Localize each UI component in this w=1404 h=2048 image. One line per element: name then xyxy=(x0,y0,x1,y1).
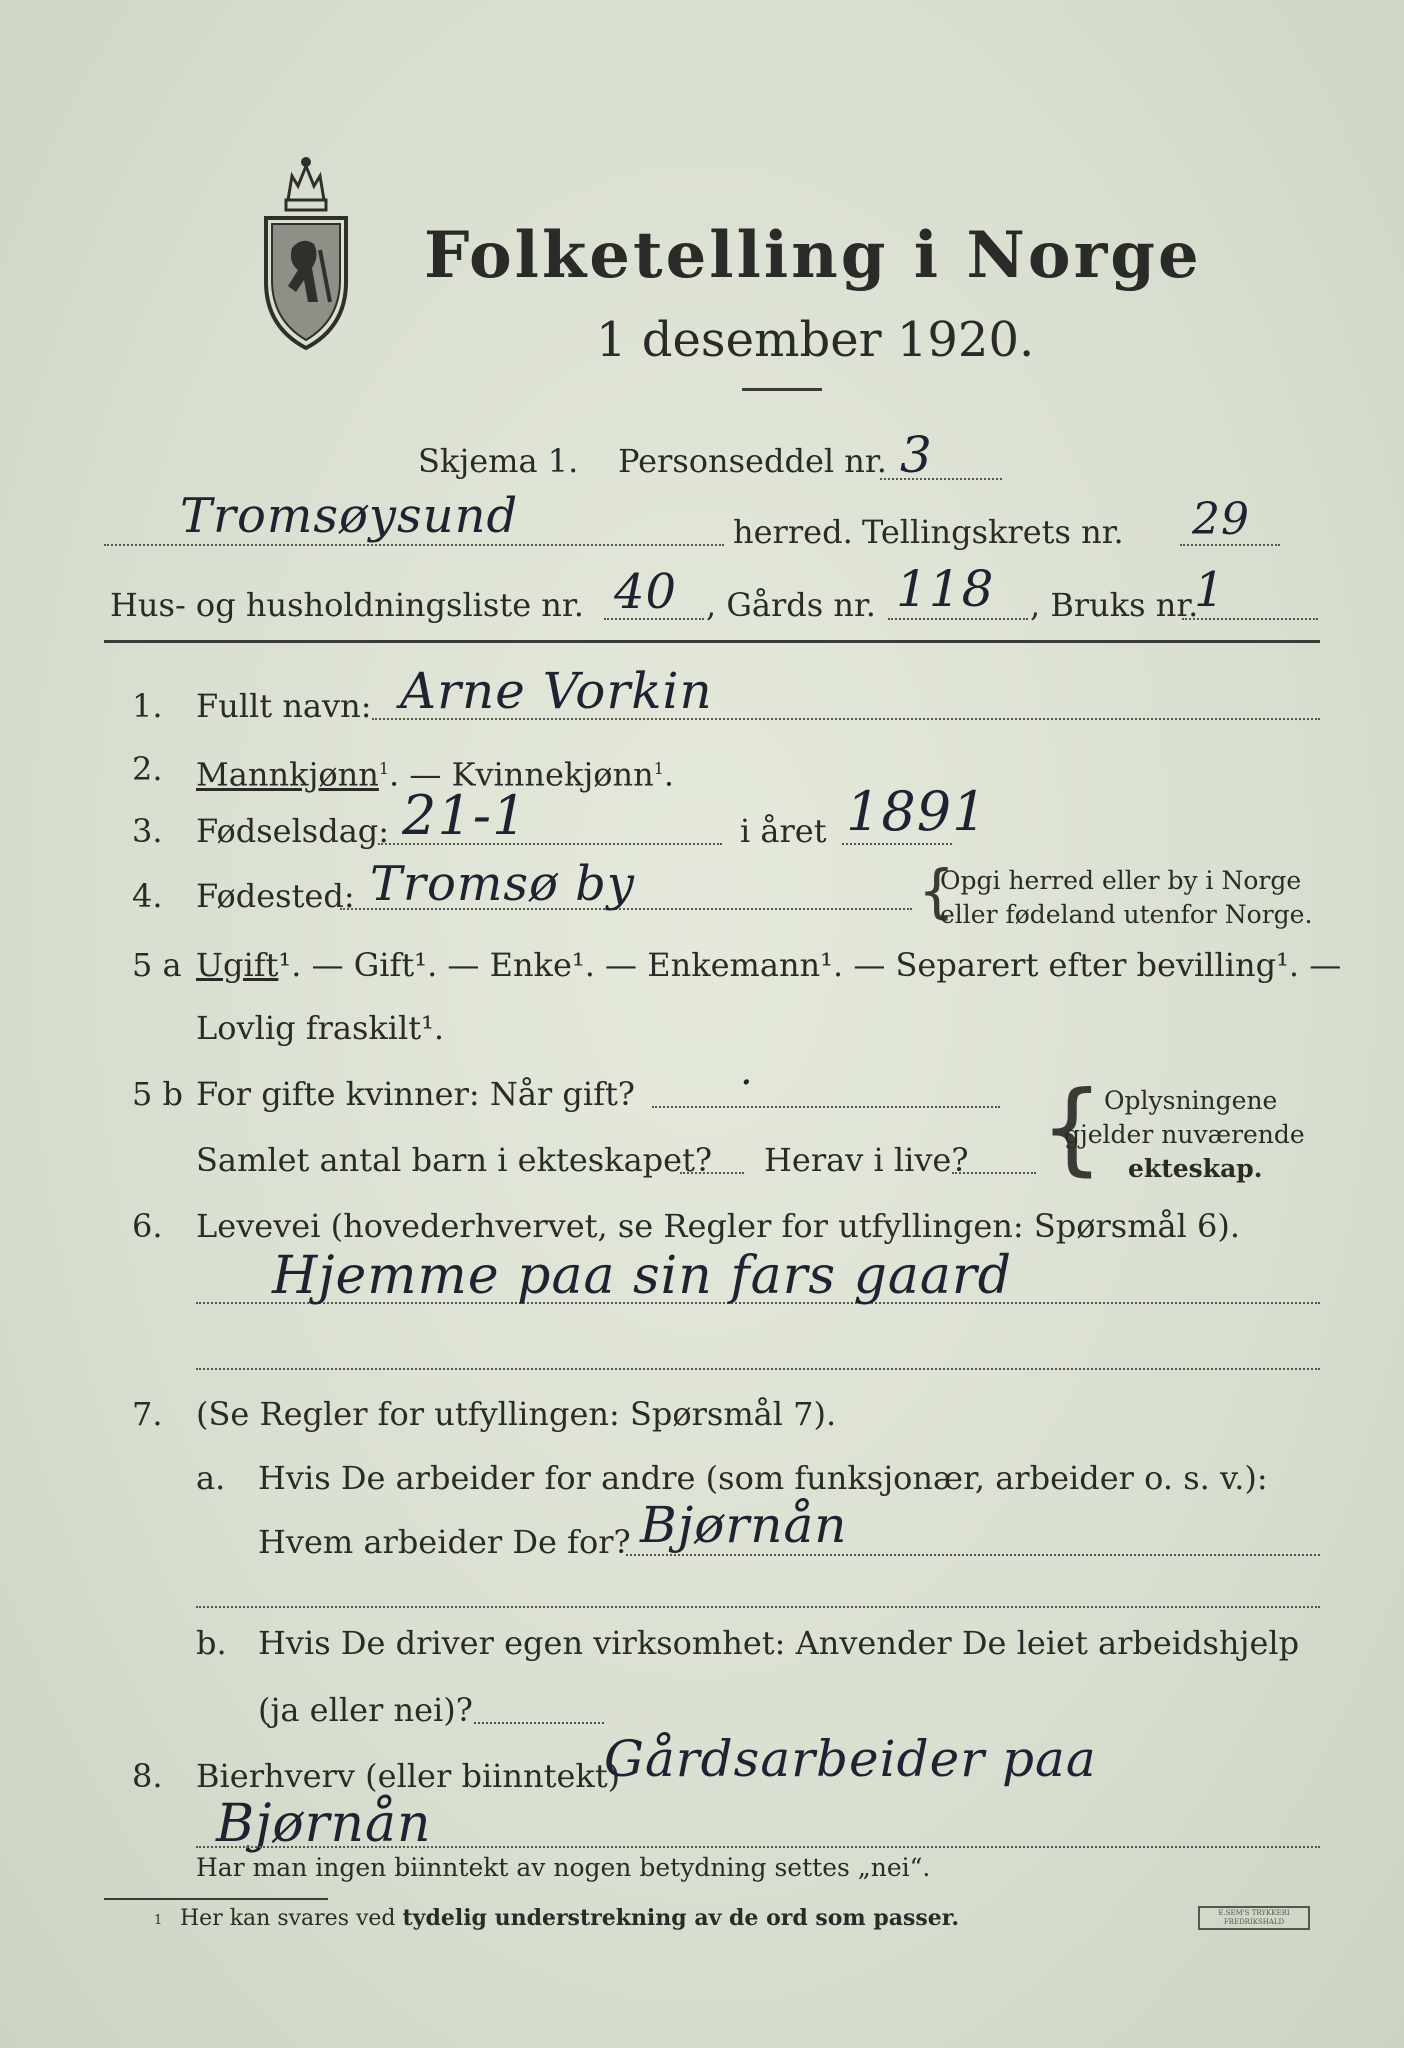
q5a-marital-options xyxy=(196,945,1341,985)
q4-label: Fødested: xyxy=(196,877,355,915)
q6-label: Levevei (hovederhvervet, se Regler for utfyllingen: Spørsmål 6). xyxy=(196,1207,1241,1245)
q5b-note-line3: ekteskap. xyxy=(1128,1154,1263,1183)
q5b-note-line1: Oplysningene xyxy=(1104,1086,1278,1115)
q4-note-line1: Opgi herred eller by i Norge xyxy=(940,866,1302,895)
q1-number: 1. xyxy=(132,687,163,725)
footnote-text xyxy=(180,1903,959,1934)
q4-note-brace: { xyxy=(918,857,955,925)
personseddel-label: Personseddel nr. xyxy=(618,442,887,480)
q7b-label-line2: (ja eller nei)? xyxy=(258,1691,473,1729)
children-alive-label: Herav i live? xyxy=(764,1141,969,1179)
employer-value[interactable]: Bjørnån xyxy=(640,1496,848,1554)
q6-number: 6. xyxy=(132,1207,163,1245)
footnote-text-bold: tydelig understrekning av de ord som passer. xyxy=(402,1905,960,1931)
census-date: 1 desember 1920. xyxy=(596,312,1035,368)
side-occupation-value-line1[interactable]: Gårdsarbeider paa xyxy=(604,1730,1097,1788)
q7a-label-line1: Hvis De arbeider for andre (som funksjonær, arbeider o. s. v.): xyxy=(258,1459,1268,1497)
husliste-value[interactable]: 40 xyxy=(614,564,678,620)
q8-number: 8. xyxy=(132,1757,163,1795)
skjema-label: Skjema 1. xyxy=(418,442,579,480)
printer-stamp-line1: E.SEM'S TRYKKERI xyxy=(1218,1909,1290,1917)
q7b-letter: b. xyxy=(196,1624,227,1662)
printer-stamp-line2: FREDRIKSHALD xyxy=(1223,1918,1285,1926)
married-when-label: For gifte kvinner: Når gift? xyxy=(196,1075,635,1113)
occupation-dotted-line-2 xyxy=(196,1368,1320,1370)
herred-dotted-line xyxy=(104,544,724,546)
q2-end: . xyxy=(663,755,675,794)
q7-label: (Se Regler for utfyllingen: Spørsmål 7). xyxy=(196,1395,837,1433)
occupation-value[interactable]: Hjemme paa sin fars gaard xyxy=(272,1246,1013,1306)
q7b-label-line1: Hvis De driver egen virksomhet: Anvender De leiet arbeidshjelp xyxy=(258,1624,1300,1662)
q5b-note-line2: gjelder nuværende xyxy=(1064,1120,1305,1149)
q4-number: 4. xyxy=(132,877,163,915)
q5b-number: 5 b xyxy=(132,1075,184,1113)
gender-female-option[interactable]: Kvinnekjønn xyxy=(451,755,654,794)
header-divider xyxy=(104,640,1320,643)
side-occupation-value-line2[interactable]: Bjørnån xyxy=(216,1794,432,1854)
side-occupation-dotted-line xyxy=(196,1846,1320,1848)
birth-year-value[interactable]: 1891 xyxy=(846,780,988,843)
birth-year-dotted-line xyxy=(842,843,952,845)
bruks-label: , Bruks nr. xyxy=(1030,586,1199,624)
q7a-label-line2: Hvem arbeider De for? xyxy=(258,1523,631,1561)
coat-of-arms-emblem xyxy=(258,152,354,352)
tellingskrets-label: Tellingskrets nr. xyxy=(862,513,1124,551)
children-count-label: Samlet antal barn i ekteskapet? xyxy=(196,1141,713,1179)
personseddel-dotted-line xyxy=(880,478,1002,480)
q7-number: 7. xyxy=(132,1395,163,1433)
bruks-dotted-line xyxy=(1182,618,1318,620)
marital-divorced-option[interactable]: Lovlig fraskilt¹. xyxy=(196,1009,445,1047)
married-when-dotted-line xyxy=(652,1106,1000,1108)
tellingskrets-value[interactable]: 29 xyxy=(1192,494,1250,545)
bruks-value[interactable]: 1 xyxy=(1194,562,1226,618)
q4-note-line2: eller fødeland utenfor Norge. xyxy=(940,900,1313,929)
employer-dotted-line-2 xyxy=(196,1606,1320,1608)
married-when-value[interactable]: · xyxy=(740,1060,754,1106)
gender-male-option[interactable]: Mannkjønn xyxy=(196,755,379,794)
q8-note: Har man ingen biinntekt av nogen betydning settes „nei“. xyxy=(196,1853,931,1882)
q3-label: Fødselsdag: xyxy=(196,812,390,850)
q1-label: Fullt navn: xyxy=(196,687,372,725)
footnote-mark: 1 xyxy=(154,1913,163,1928)
q2-number: 2. xyxy=(132,750,163,788)
employer-dotted-line xyxy=(626,1554,1320,1556)
children-alive-dotted-line xyxy=(952,1172,1036,1174)
marital-unmarried-option[interactable]: Ugift xyxy=(196,946,279,984)
form-title: Folketelling i Norge xyxy=(424,218,1202,293)
printer-stamp xyxy=(1198,1906,1310,1930)
footnote-divider xyxy=(104,1898,328,1900)
herred-value[interactable]: Tromsøysund xyxy=(180,488,519,544)
birthday-value[interactable]: 21-1 xyxy=(402,784,528,847)
herred-label: herred. xyxy=(733,513,853,551)
gards-label: , Gårds nr. xyxy=(706,586,876,624)
q3-number: 3. xyxy=(132,812,163,850)
title-divider xyxy=(742,388,822,391)
hired-help-dotted-line xyxy=(474,1722,604,1724)
gards-dotted-line xyxy=(888,618,1028,620)
husliste-label: Hus- og husholdningsliste nr. xyxy=(110,586,584,624)
q2-footnote-ref-2: 1 xyxy=(653,759,664,778)
birth-year-label: i året xyxy=(740,812,827,850)
q2-separator: . — xyxy=(389,755,452,794)
q7a-letter: a. xyxy=(196,1459,226,1497)
children-count-dotted-line xyxy=(680,1172,744,1174)
full-name-value[interactable]: Arne Vorkin xyxy=(400,662,713,720)
q5b-note-brace: { xyxy=(1040,1069,1104,1186)
marital-other-options[interactable]: ¹. — Gift¹. — Enke¹. — Enkemann¹. — Separert efter bevilling¹. — xyxy=(278,946,1342,984)
birthplace-value[interactable]: Tromsø by xyxy=(370,856,636,912)
q2-footnote-ref-1: 1 xyxy=(378,759,390,778)
gards-value[interactable]: 118 xyxy=(896,560,995,618)
q5a-number: 5 a xyxy=(132,946,182,984)
footnote-text-plain: Her kan svares ved xyxy=(180,1906,403,1931)
q8-label: Bierhverv (eller biinntekt) xyxy=(196,1757,621,1795)
personseddel-value[interactable]: 3 xyxy=(900,426,933,484)
